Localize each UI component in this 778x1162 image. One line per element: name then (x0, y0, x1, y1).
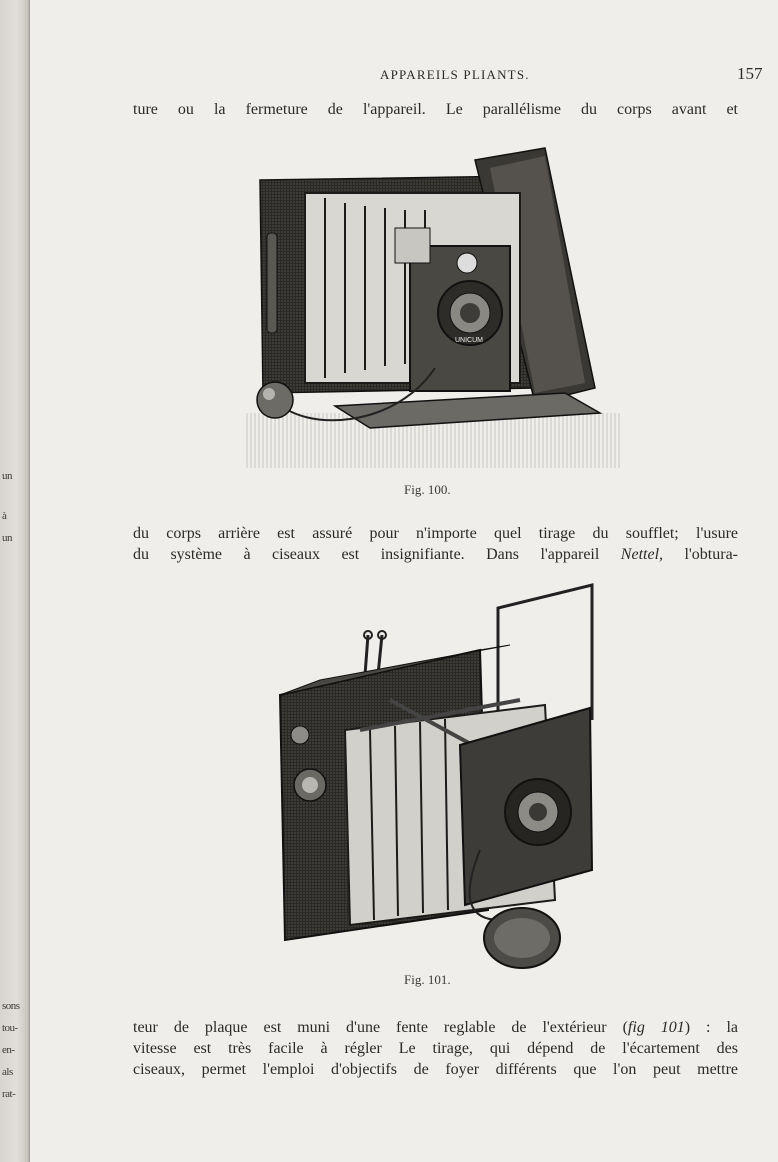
margin-fragment: als (2, 1066, 13, 1078)
page-number: 157 (737, 64, 763, 83)
body-text-line: du corps arrière est assuré pour n'importe quel tirage du soufflet; l'usure (133, 525, 738, 542)
body-text-line: vitesse est très facile à régler Le tirage, qui dépend de l'écartement des (133, 1040, 738, 1057)
margin-fragment: un (2, 532, 12, 544)
lens-label: UNICUM (455, 337, 483, 344)
body-text-line: ciseaux, permet l'emploi d'objectifs de foyer différents que l'on peut mettre (133, 1061, 738, 1078)
body-text-line: ture ou la fermeture de l'appareil. Le parallélisme du corps avant et (133, 101, 738, 118)
body-text-line: teur de plaque est muni d'une fente reglable de l'extérieur (fig 101) : la (133, 1019, 738, 1036)
margin-fragment: sons (2, 1000, 20, 1012)
figure-caption: Fig. 101. (404, 972, 451, 987)
margin-fragment: un (2, 470, 12, 482)
margin-fragment: à (2, 510, 7, 522)
margin-fragment: rat- (2, 1088, 16, 1100)
figure-caption: Fig. 100. (404, 482, 451, 497)
body-text-line: du système à ciseaux est insignifiante. Dans l'appareil Nettel, l'obtura- (133, 546, 738, 563)
figure-101-nettel-camera-illustration (270, 580, 600, 975)
figure-reference: fig 101 (627, 1019, 685, 1036)
figure-100-folding-camera-illustration (245, 138, 620, 473)
camera-name: Nettel, (620, 546, 664, 563)
margin-fragment: tou- (2, 1022, 18, 1034)
margin-fragment: en- (2, 1044, 15, 1056)
running-head: APPAREILS PLIANTS. (380, 67, 530, 82)
previous-page-edge (0, 0, 30, 1162)
